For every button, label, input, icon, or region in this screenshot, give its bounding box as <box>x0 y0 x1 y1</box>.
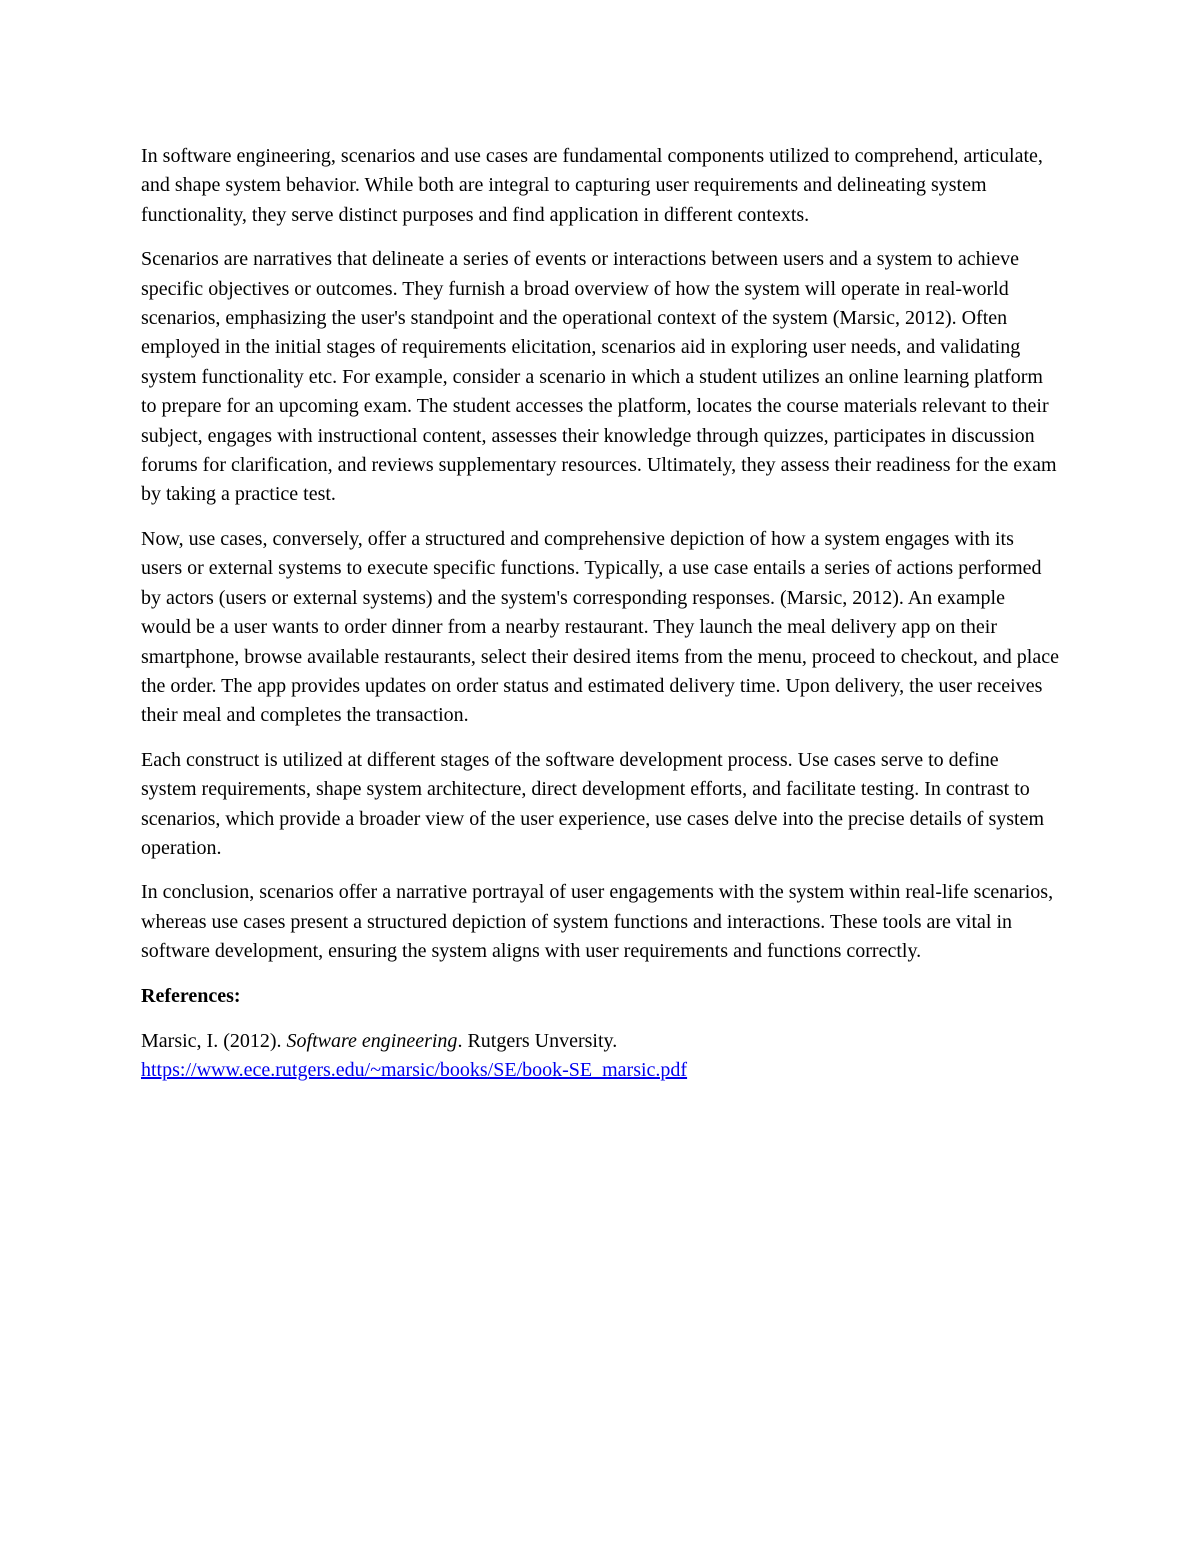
paragraph-scenarios: Scenarios are narratives that delineate a series of events or interactions between users and a system to achieve specific objectives or outcomes. They furnish a broad overview of how the system will operate in real-world scenarios, emphasizing the user's standpoint and the operational context of the system (Marsic, 2012). Often employed in the initial stages of requirements elicitation, scenarios aid in exploring user needs, and validating system functionality etc. For example, consider a scenario in which a student utilizes an online learning platform to prepare for an upcoming exam. The student accesses the platform, locates the course materials relevant to their subject, engages with instructional content, assesses their knowledge through quizzes, participates in discussion forums for clarification, and reviews supplementary resources. Ultimately, they assess their readiness for the exam by taking a practice test. <box>141 248 1057 506</box>
reference-publisher: Rutgers Unversity. <box>467 1029 618 1052</box>
reference-entry <box>141 1027 1059 1086</box>
paragraph-intro: In software engineering, scenarios and use cases are fundamental components utilized to comprehend, articulate, and shape system behavior. While both are integral to capturing user requirements and delineating system functionality, they serve distinct purposes and find application in different contexts. <box>141 145 1043 226</box>
reference-url-link[interactable]: https://www.ece.rutgers.edu/~marsic/books/SE/book-SE_marsic.pdf <box>141 1059 688 1082</box>
paragraph-use-cases: Now, use cases, conversely, offer a structured and comprehensive depiction of how a system engages with its users or external systems to execute specific functions. Typically, a use case entails a series of actions performed by actors (users or external systems) and the system's corresponding responses. (Marsic, 2012). An example would be a user wants to order dinner from a nearby restaurant. They launch the meal delivery app on their smartphone, browse available restaurants, select their desired items from the menu, proceed to checkout, and place the order. The app provides updates on order status and estimated delivery time. Upon delivery, the user receives their meal and completes the transaction. <box>141 527 1059 727</box>
reference-title-suffix: . <box>457 1029 468 1052</box>
reference-author-year: Marsic, I. (2012). <box>141 1029 287 1052</box>
document-page <box>141 142 1059 1086</box>
paragraph-conclusion: In conclusion, scenarios offer a narrative portrayal of user engagements with the system within real-life scenarios, whereas use cases present a structured depiction of system functions and interactions. These tools are vital in software development, ensuring the system aligns with user requirements and functions correctly. <box>141 881 1054 963</box>
paragraph-stages: Each construct is utilized at different stages of the software development process. Use cases serve to define system requirements, shape system architecture, direct development efforts, and facilitate testing. In contrast to scenarios, which provide a broader view of the user experience, use cases delve into the precise details of system operation. <box>141 748 1044 859</box>
reference-title: Software engineering <box>286 1029 458 1052</box>
references-heading: References: <box>141 984 241 1007</box>
